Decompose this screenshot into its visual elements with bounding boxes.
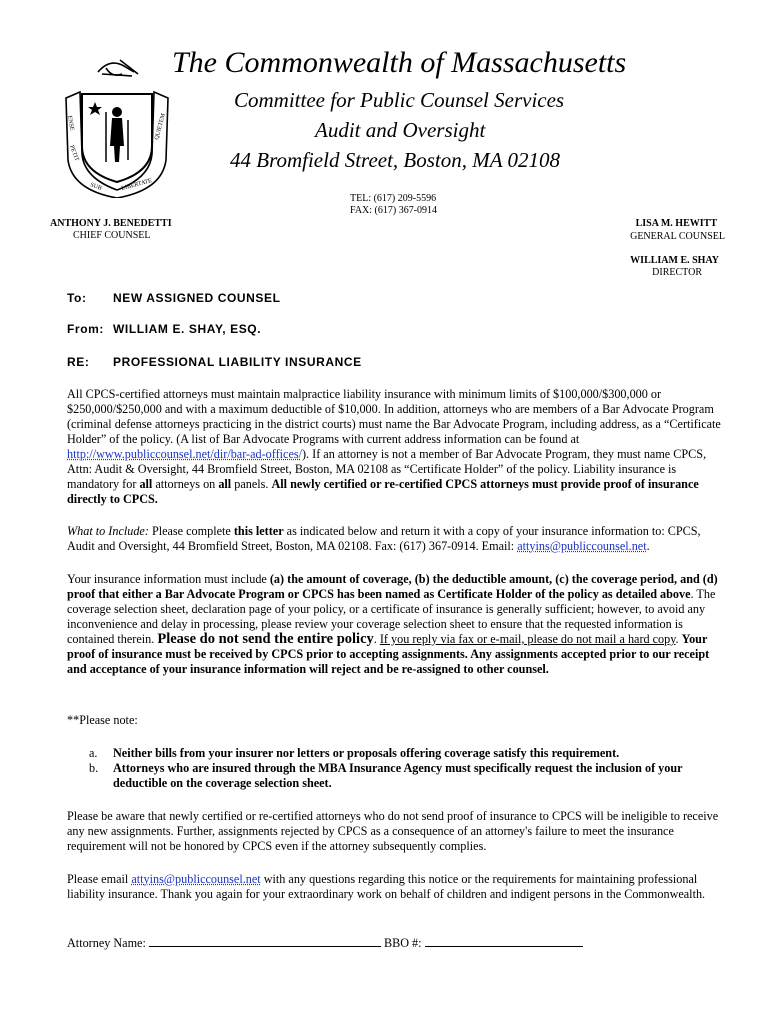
p3-emphasis: Please do not send the entire policy (157, 631, 374, 647)
svg-text:PETIT: PETIT (68, 144, 80, 163)
memo-to-label: To: (67, 291, 87, 305)
general-counsel-name: LISA M. HEWITT (635, 218, 717, 229)
list-item-text: Attorneys who are insured through the MBA Insurance Agency must specifically request the inclusion of your deductible on the coverage selection sheet. (113, 761, 683, 790)
memo-from-label: From: (67, 322, 104, 336)
note-heading: **Please note: (67, 713, 138, 727)
letterhead-division: Audit and Oversight (315, 118, 486, 142)
letterhead-fax: FAX: (617) 367-0914 (350, 205, 438, 216)
bbo-field[interactable] (425, 935, 583, 947)
p2-text: Please complete (148, 524, 234, 538)
paragraph-what-to-include (67, 524, 723, 554)
email-link[interactable]: attyins@publiccounsel.net (517, 539, 647, 553)
paragraph-insurance-info (67, 572, 723, 677)
p5-text: Please email (67, 872, 132, 886)
director-name: WILLIAM E. SHAY (630, 255, 719, 266)
p1-text: ). If an attorney is not a member of Bar Advocate Program, they must name CPCS, Attn: Audit & Oversight, 44 Bromfield Street, Boston, MA 02108 as “Certificate Holder” of the policy. Liability insurance is mandatory for (67, 447, 707, 491)
p1-text: attorneys on (152, 477, 219, 491)
director-title: DIRECTOR (652, 267, 702, 278)
svg-text:ENSE: ENSE (66, 115, 75, 132)
p3-text: . (675, 632, 682, 646)
attorney-name-field[interactable] (149, 935, 381, 947)
p3-bold: (a) the amount of coverage, (b) the deductible amount, (c) the coverage period, and (d) proof that either a Bar Advocate Program or CPCS has been named as Certificate Holder of the policy as detailed above (67, 572, 718, 601)
p2-bold: this letter (233, 524, 284, 538)
commonwealth-seal (62, 50, 172, 198)
p3-text: . The coverage selection sheet, declaration page of your policy, or a certificate of insurance is generally sufficient; however, to avoid any inconvenience and delay in processing, please review your coverage selection sheet to ensure that the requested information is contained therein. (67, 587, 716, 646)
memo-re (67, 355, 362, 369)
list-marker: b. (89, 761, 99, 775)
chief-counsel-name: ANTHONY J. BENEDETTI (50, 218, 172, 229)
p2-text: . (646, 539, 650, 553)
bbo-label: BBO #: (383, 936, 422, 950)
chief-counsel-title: CHIEF COUNSEL (73, 230, 151, 241)
attorney-form (67, 935, 723, 951)
p3-text: Your insurance information must include (67, 572, 270, 586)
attorney-name-label: Attorney Name: (67, 936, 146, 950)
memo-re-value: PROFESSIONAL LIABILITY INSURANCE (113, 355, 362, 369)
p2-italic: What to Include: (67, 524, 149, 538)
list-item (67, 746, 723, 761)
memo-from (67, 322, 261, 336)
memo-from-value: WILLIAM E. SHAY, ESQ. (113, 322, 262, 336)
seal-icon (62, 50, 172, 198)
memo-to (67, 291, 281, 305)
p3-underline: If you reply via fax or e-mail, please do not mail a hard copy (379, 632, 676, 646)
svg-text:LIBERTATE: LIBERTATE (120, 178, 153, 192)
list-item-text: Neither bills from your insurer nor letters or proposals offering coverage satisfy this requirement. (113, 746, 620, 760)
bar-advocate-link[interactable]: http://www.publiccounsel.net/dir/bar-ad-offices/ (67, 447, 302, 461)
svg-text:QUIETEM: QUIETEM (154, 112, 167, 141)
p1-text: panels. (231, 477, 272, 491)
list-item (67, 761, 723, 791)
p1-bold: all (218, 477, 232, 491)
p2-text: as indicated below and return it with a copy of your insurance information to: CPCS, Audit and Oversight, 44 Bromfield Street, Boston, MA 02108. Fax: (617) 367-0914. Email: (67, 524, 701, 553)
email-link[interactable]: attyins@publiccounsel.net (131, 872, 261, 886)
note-list (67, 746, 723, 791)
p1-bold: all (139, 477, 153, 491)
letterhead-address: 44 Bromfield Street, Boston, MA 02108 (230, 148, 560, 172)
paragraph-requirements (67, 387, 723, 507)
memo-re-label: RE: (67, 355, 90, 369)
p5-text: with any questions regarding this notice or the requirements for maintaining professional liability insurance. Thank you again for your extraordinary work on behalf of children and indigent persons in the Commonwealth. (67, 872, 706, 901)
letterhead-tel: TEL: (617) 209-5596 (350, 193, 437, 204)
paragraph-ineligibility: Please be aware that newly certified or re-certified attorneys who do not send proof of insurance to CPCS will be ineligible to receive any new assignments. Further, assignments rejected by CPCS as a consequence of an attorney's failure to meet the insurance requirement will not be honored by CPCS even if the attorney subsequently complies. (67, 809, 719, 853)
svg-text:SUB: SUB (89, 182, 103, 192)
paragraph-contact (67, 872, 723, 902)
list-marker: a. (89, 746, 98, 760)
p1-text: All CPCS-certified attorneys must maintain malpractice liability insurance with minimum limits of $100,000/$300,000 or $250,000/$250,000 and with a maximum deductible of $10,000. In addition, attorneys who are members of a Bar Advocate Program (criminal defense attorneys practicing in the district courts) must name the Bar Advocate Program, including address, as a “Certificate Holder” of the policy. (A list of Bar Advocate Programs with current address information can be found at (67, 387, 721, 446)
p1-bold: All newly certified or re-certified CPCS attorneys must provide proof of insurance directly to CPCS. (67, 477, 699, 506)
letterhead-title: The Commonwealth of Massachusetts (172, 46, 627, 79)
memo-to-value: NEW ASSIGNED COUNSEL (113, 291, 281, 305)
letterhead-committee: Committee for Public Counsel Services (234, 88, 565, 112)
general-counsel-title: GENERAL COUNSEL (630, 231, 725, 242)
p3-bold: Your proof of insurance must be received by CPCS prior to accepting assignments. Any assignments accepted prior to our receipt and acceptance of your insurance information will reject and be re-assigned to other counsel. (67, 632, 710, 676)
p3-text: . (373, 632, 380, 646)
